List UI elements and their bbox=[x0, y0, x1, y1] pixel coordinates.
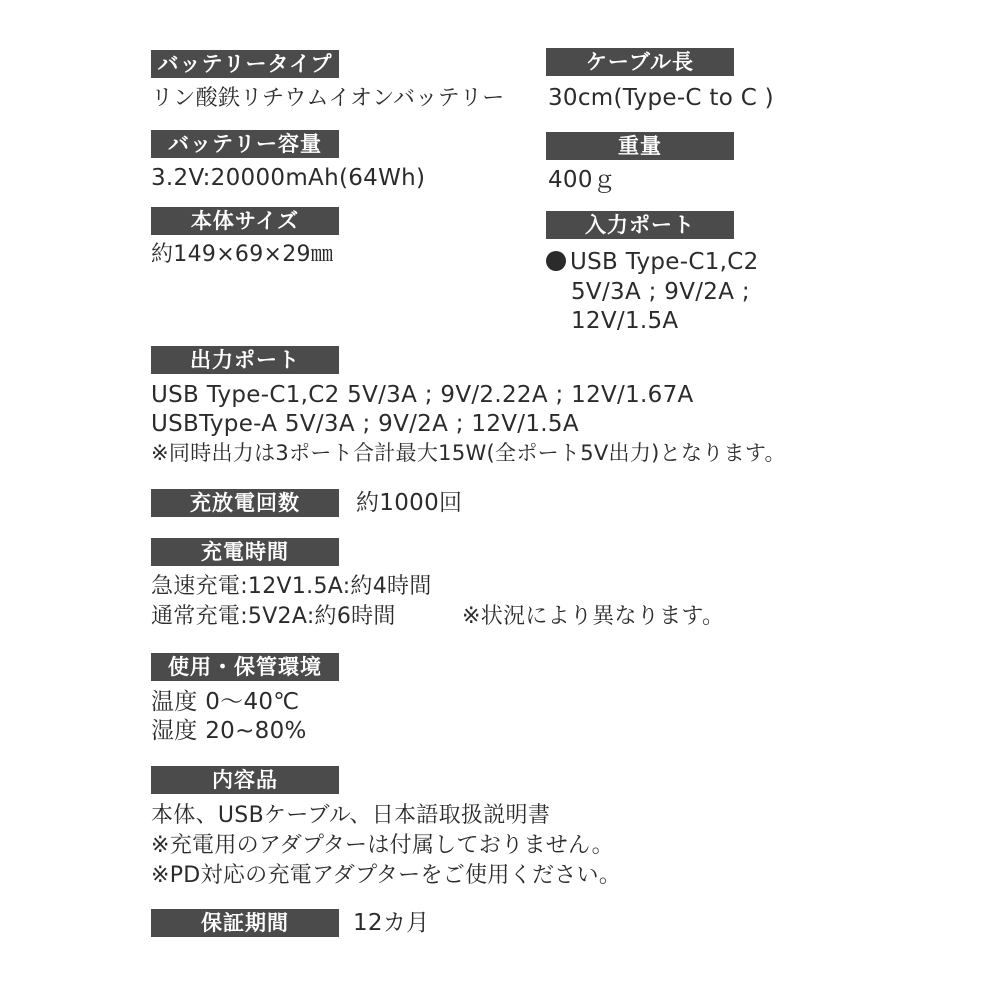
battery-capacity-label: バッテリー容量 bbox=[151, 130, 339, 158]
input-port-line1-text: USB Type-C1,C2 bbox=[570, 249, 759, 275]
output-port-line1: USB Type-C1,C2 5V/3A ; 9V/2.22A ; 12V/1.67A bbox=[151, 382, 694, 408]
battery-capacity-value: 3.2V:20000mAh(64Wh) bbox=[151, 165, 426, 191]
environment-line2: 湿度 20~80% bbox=[151, 718, 307, 744]
input-port-line1 bbox=[546, 248, 759, 277]
weight-value: 400ｇ bbox=[548, 167, 617, 193]
charge-cycles-label: 充放電回数 bbox=[151, 489, 339, 517]
charge-cycles-value: 約1000回 bbox=[356, 490, 463, 516]
charge-time-label: 充電時間 bbox=[151, 538, 339, 566]
input-port-line3: 12V/1.5A bbox=[571, 308, 679, 334]
cable-length-label: ケーブル長 bbox=[546, 48, 734, 76]
input-port-line2: 5V/3A ; 9V/2A ; bbox=[571, 279, 750, 305]
output-port-note: ※同時出力は3ポート合計最大15W(全ポート5V出力)となります。 bbox=[151, 441, 786, 465]
environment-line1: 温度 0〜40℃ bbox=[151, 689, 300, 715]
contents-label: 内容品 bbox=[151, 766, 339, 794]
battery-type-label: バッテリータイプ bbox=[151, 50, 339, 78]
charge-time-line1: 急速充電:12V1.5A:約4時間 bbox=[151, 574, 432, 599]
output-port-line2: USBType-A 5V/3A ; 9V/2A ; 12V/1.5A bbox=[151, 411, 579, 437]
body-size-value: 約149×69×29㎜ bbox=[151, 242, 334, 267]
body-size-label: 本体サイズ bbox=[151, 207, 339, 235]
input-port-label: 入力ポート bbox=[546, 211, 734, 239]
charge-time-line2: 通常充電:5V2A:約6時間 bbox=[151, 604, 396, 629]
cable-length-value: 30cm(Type-C to C ) bbox=[548, 85, 774, 111]
environment-label: 使用・保管環境 bbox=[151, 653, 339, 681]
contents-line3: ※PD対応の充電アダプターをご使用ください。 bbox=[151, 863, 622, 888]
battery-type-value: リン酸鉄リチウムイオンバッテリー bbox=[151, 86, 505, 111]
warranty-label: 保証期間 bbox=[151, 909, 339, 937]
weight-label: 重量 bbox=[546, 132, 734, 160]
bullet-icon bbox=[546, 251, 566, 271]
warranty-value: 12カ月 bbox=[353, 910, 430, 936]
contents-line2: ※充電用のアダプターは付属しておりません。 bbox=[151, 833, 614, 858]
contents-line1: 本体、USBケーブル、日本語取扱説明書 bbox=[151, 803, 551, 828]
charge-time-note: ※状況により異なります。 bbox=[462, 604, 725, 629]
output-port-label: 出力ポート bbox=[151, 346, 339, 374]
